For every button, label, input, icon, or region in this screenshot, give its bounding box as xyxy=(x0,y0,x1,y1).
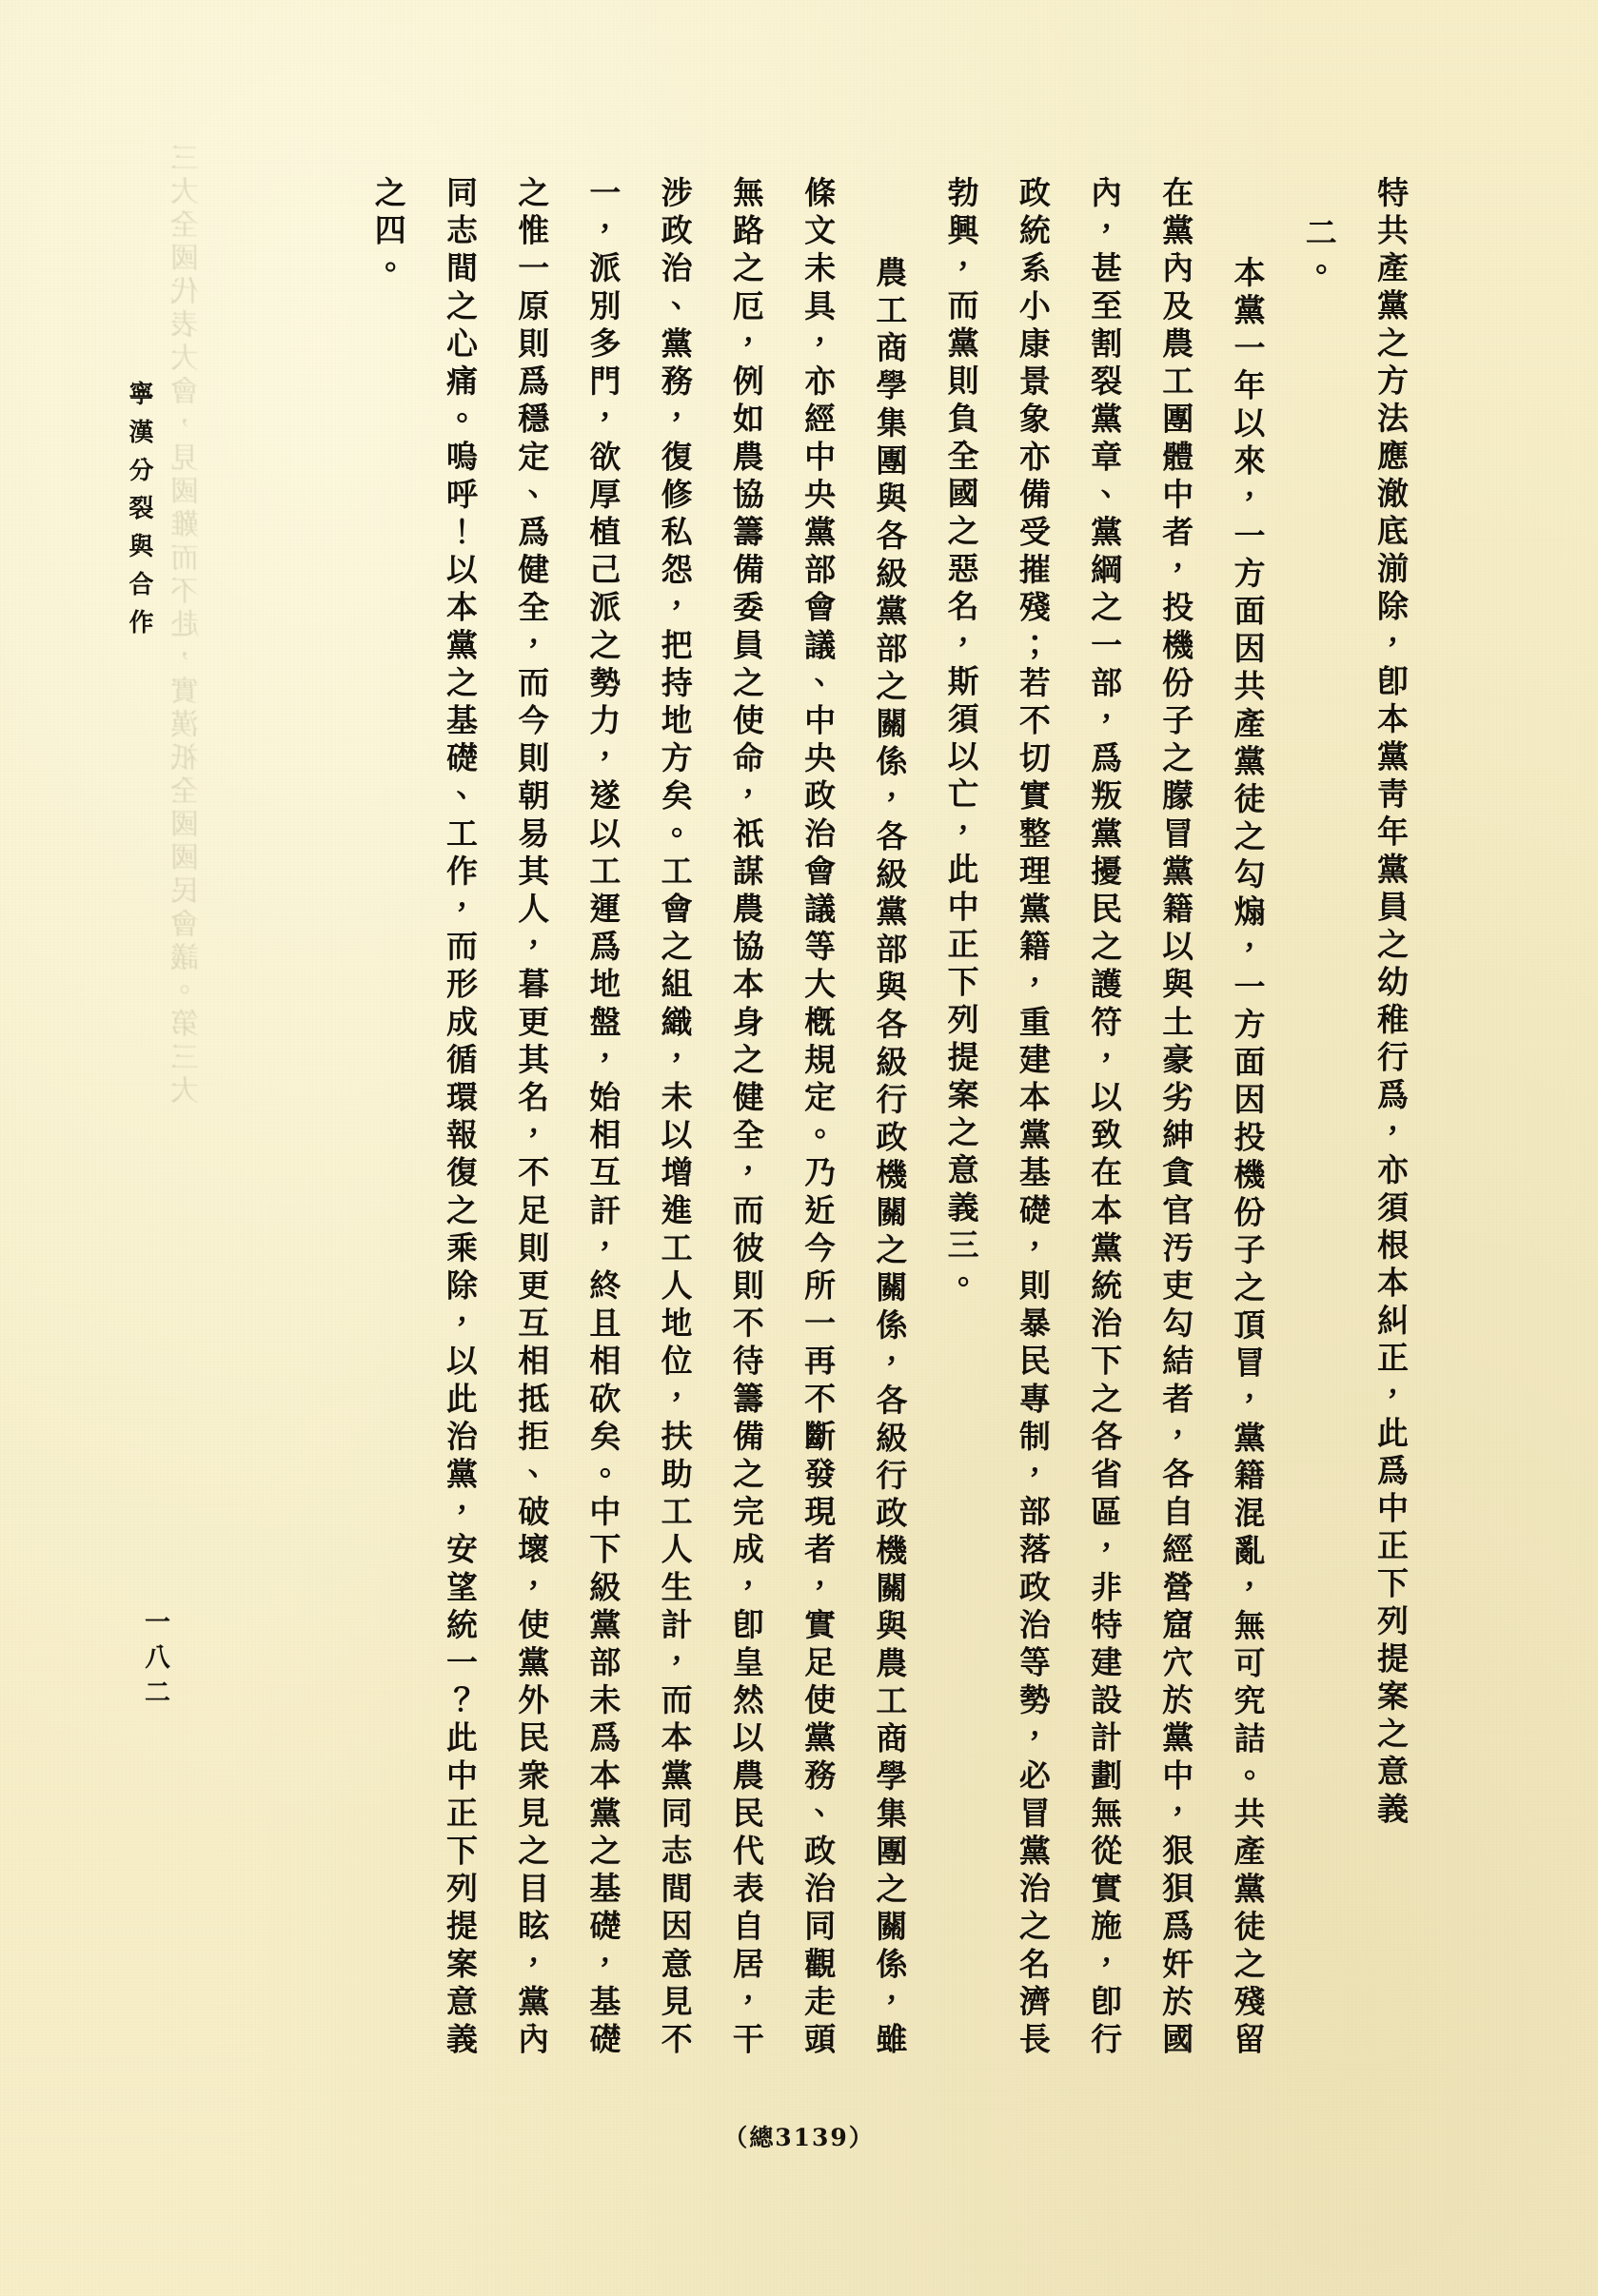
body-paragraph: 二。 xyxy=(1300,216,1338,291)
body-paragraph: 本黨一年以來，一方面因共產黨徒之勾煽，一方面因投機份子之頂冒，黨籍混亂，無可究詰。共產黨徒之殘留在黨內及農工團體中者，投機份子之朦冒黨籍以與土豪劣紳貪官汚吏勾結者，各自經營窟穴於黨中，狠狽爲奸於國內，甚至割裂黨章、黨綱之一部，爲叛黨擾民之護符，以致在本黨統治下之各省區，非特建設計劃無從實施，卽行政統系小康景象亦備受摧殘；若不切實整理黨籍，重建本黨基礎，則暴民專制，部落政治等勢，必冒黨治之名濟長勃興，而黨則負全國之惡名，斯須以亡，此中正下列提案之意義三。 xyxy=(942,176,1267,2060)
page-number: 一八二 xyxy=(140,1608,169,1714)
page-body-text xyxy=(294,176,1427,2060)
body-paragraph: 農工商學集團與各級黨部之關係，各級黨部與各級行政機關之關係，各級行政機關與農工商學集團之關係，雖條文未具，亦經中央黨部會議、中央政治會議等大槪規定。乃近今所一再不斷發現者，實足使黨務、政治同觀走頭無路之厄，例如農協籌備委員之使命，祇謀農協本身之健全，而彼則不待籌備之完成，卽皇然以農民代表自居，干涉政治、黨務，復修私怨，把持地方矣。工會之組織，未以增進工人地位，扶助工人生計，而本黨同志間因意見不一，派別多門，欲厚植己派之勢力，遂以工運爲地盤，始相互訐，終且相砍矣。中下級黨部未爲本黨之基礎，基礎之惟一原則爲穩定、爲健全，而今則朝易其人，暮更其名，不足則更互相抵拒、破壞，使黨外民衆見之目眩，黨內同志間之心痛。嗚呼！以本黨之基礎、工作，而形成循環報復之乘除，以此治黨，安望統一？此中正下列提案意義之四。 xyxy=(369,176,909,2060)
body-paragraph: 特共產黨之方法應澈底湔除，卽本黨靑年黨員之幼稚行爲，亦須根本糾正，此爲中正下列提案之意義 xyxy=(1372,176,1410,1830)
serial-number: （總3139） xyxy=(723,2124,875,2151)
bleed-through-text: 三大全國代表大會，見國難而不赴，實漢祇全國國民會議。第三大 xyxy=(171,143,205,1109)
running-head: 寧漢分裂與合作 xyxy=(125,381,153,647)
